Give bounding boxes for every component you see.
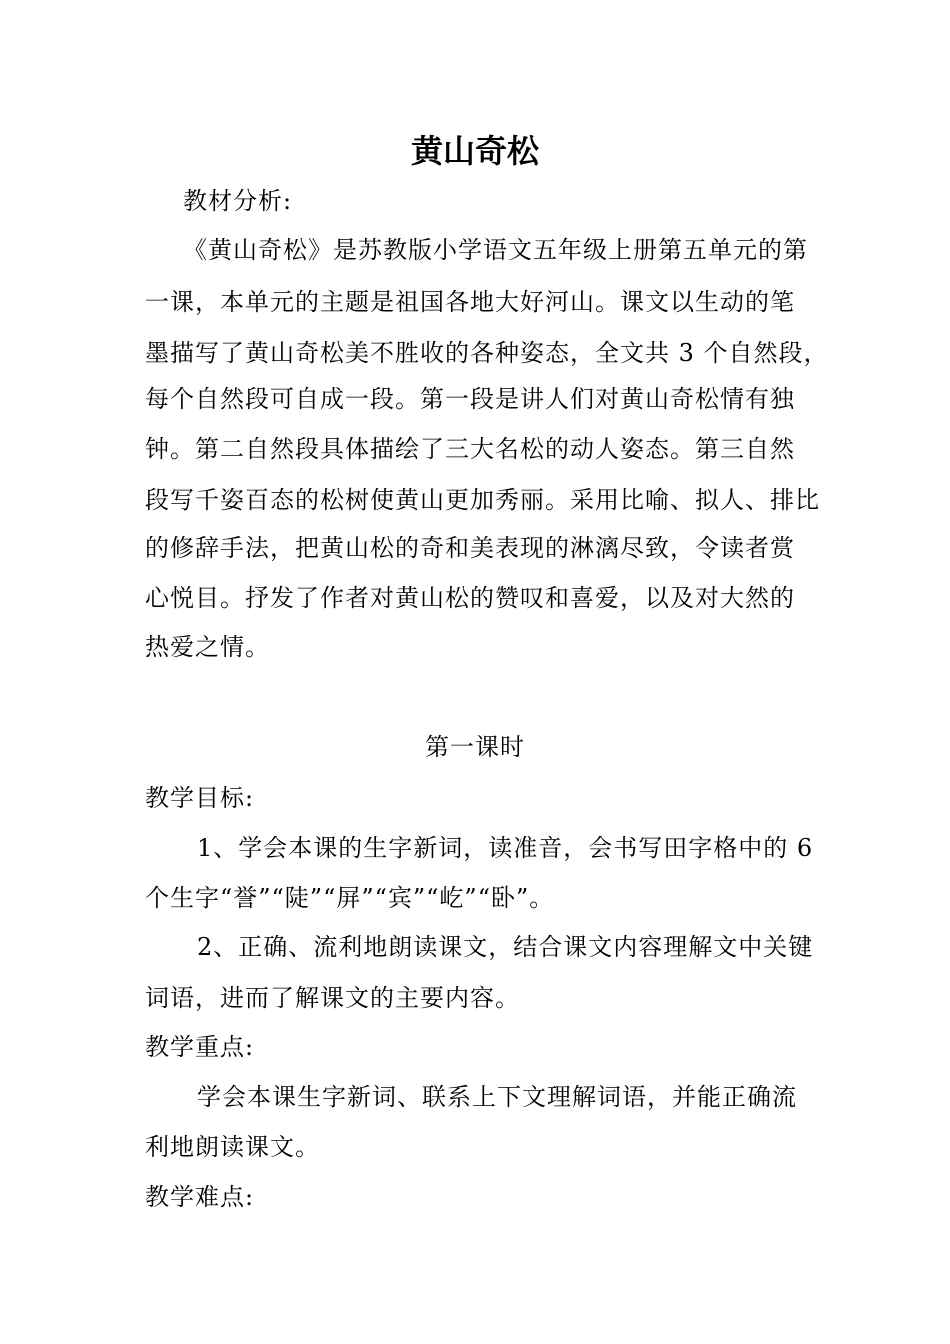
goals-heading: 教学目标: <box>145 784 255 812</box>
key-line-2: 利地朗读课文。 <box>145 1133 320 1161</box>
analysis-line-5: 钟。第二自然段具体描绘了三大名松的动人姿态。第三自然 <box>145 435 795 463</box>
difficulty-heading: 教学难点: <box>145 1183 255 1211</box>
key-line-1: 学会本课生字新词、联系上下文理解词语，并能正确流 <box>197 1083 797 1111</box>
analysis-line-7: 的修辞手法，把黄山松的奇和美表现的淋漓尽致，令读者赏 <box>145 534 795 562</box>
key-heading: 教学重点: <box>145 1033 255 1061</box>
goal-1-line-2: 个生字“誉”“陡”“屏”“宾”“屹”“卧”。 <box>145 884 555 912</box>
analysis-line-6: 段写千姿百态的松树使黄山更加秀丽。采用比喻、拟人、排比 <box>145 486 820 514</box>
analysis-line-8: 心悦目。抒发了作者对黄山松的赞叹和喜爱，以及对大然的 <box>145 584 795 612</box>
analysis-line-3: 墨描写了黄山奇松美不胜收的各种姿态，全文共 3 个自然段， <box>145 339 829 367</box>
goal-2-line-2: 词语，进而了解课文的主要内容。 <box>145 984 520 1012</box>
goal-1-line-1: 1、学会本课的生字新词，读准音，会书写田字格中的 6 <box>197 834 814 862</box>
analysis-line-1: 《黄山奇松》是苏教版小学语文五年级上册第五单元的第 <box>183 236 808 264</box>
analysis-heading: 教材分析: <box>183 187 293 215</box>
goal-2-line-1: 2、正确、流利地朗读课文，结合课文内容理解文中关键 <box>197 933 814 961</box>
analysis-line-9: 热爱之情。 <box>145 633 270 661</box>
analysis-line-2: 一课，本单元的主题是祖国各地大好河山。课文以生动的笔 <box>145 288 795 316</box>
lesson-heading: 第一课时 <box>425 733 525 761</box>
page-title: 黄山奇松 <box>410 132 539 170</box>
analysis-line-4: 每个自然段可自成一段。第一段是讲人们对黄山奇松情有独 <box>145 385 795 413</box>
